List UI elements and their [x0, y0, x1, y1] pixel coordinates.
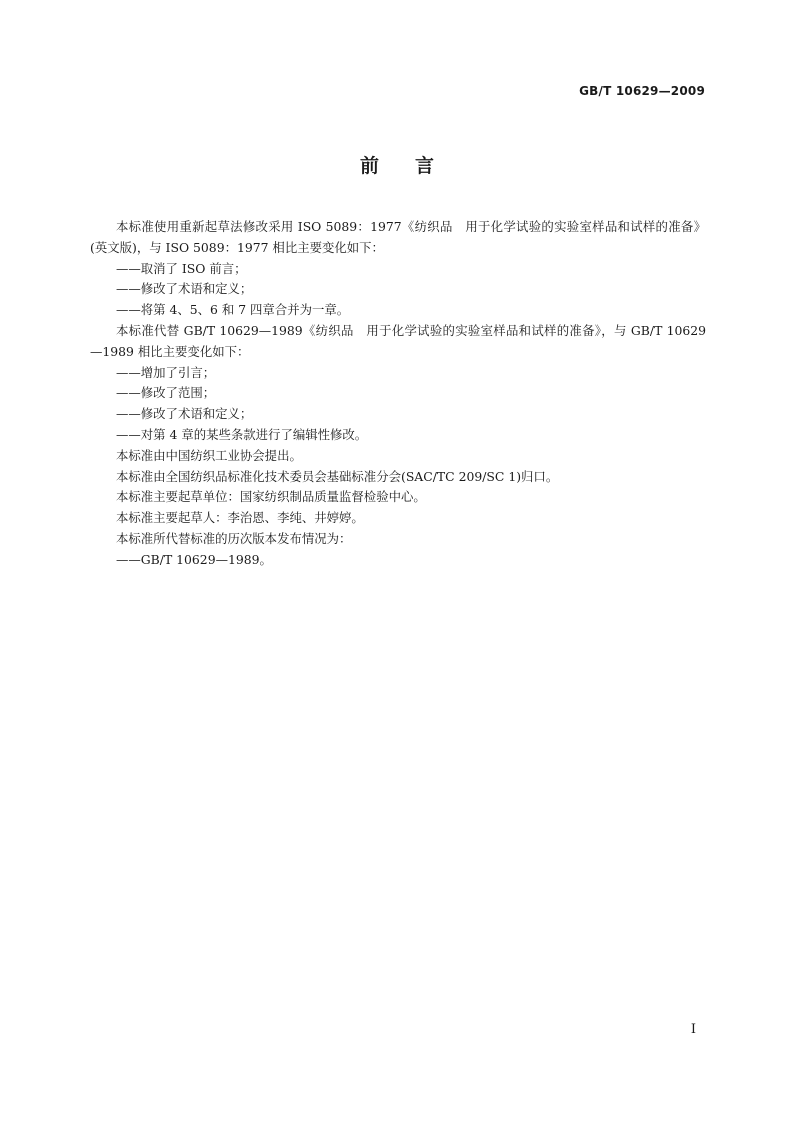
list-item: ——修改了术语和定义； — [116, 406, 253, 422]
list-item: ——取消了 ISO 前言； — [116, 260, 247, 276]
foreword-body — [90, 217, 706, 571]
list-item: ——增加了引言； — [116, 364, 216, 380]
list-item: ——对第 4 章的某些条款进行了编辑性修改。 — [116, 426, 368, 442]
list-item: ——修改了范围； — [116, 385, 216, 401]
list-item: ——GB/T 10629—1989。 — [116, 551, 272, 567]
paragraph-drafting-unit: 本标准主要起草单位：国家纺织制品质量监督检验中心。 — [116, 489, 426, 505]
page-number: I — [690, 1022, 696, 1037]
page-title: 前言 — [359, 155, 470, 177]
paragraph-adoption: 本标准使用重新起草法修改采用 ISO 5089：1977《纺织品 用于化学试验的实验室样品和试样的准备》(英文版)，与 ISO 5089：1977 相比主要变化如下： — [90, 219, 706, 255]
paragraph-committee: 本标准由全国纺织品标准化技术委员会基础标准分会(SAC/TC 209/SC 1)归口。 — [116, 468, 559, 484]
paragraph-proposer: 本标准由中国纺织工业协会提出。 — [116, 447, 302, 463]
list-item: ——将第 4、5、6 和 7 四章合并为一章。 — [116, 302, 350, 318]
paragraph-replacement: 本标准代替 GB/T 10629—1989《纺织品 用于化学试验的实验室样品和试样的准备》，与 GB/T 10629—1989 相比主要变化如下： — [90, 322, 706, 359]
paragraph-drafters: 本标准主要起草人：李治恩、李纯、井婷婷。 — [116, 510, 364, 526]
list-item: ——修改了术语和定义； — [116, 281, 253, 297]
standard-code-header: GB/T 10629—2009 — [579, 84, 705, 98]
paragraph-history-intro: 本标准所代替标准的历次版本发布情况为： — [116, 530, 352, 546]
